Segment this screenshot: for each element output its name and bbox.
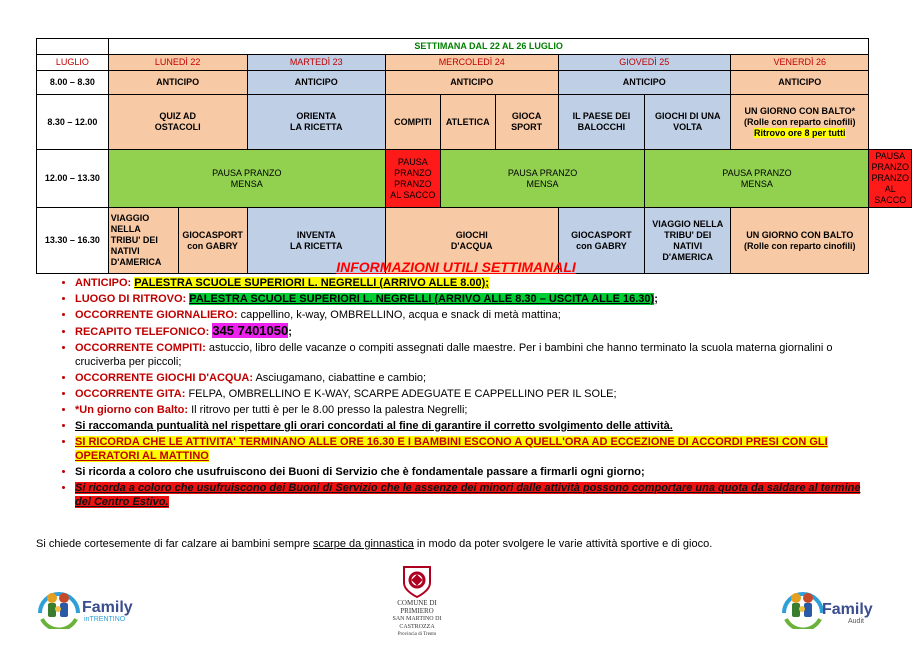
anticipo-tue: ANTICIPO [247, 71, 385, 95]
activity-thu-viaggio: VIAGGIO NELLA TRIBU' DEI NATIVI D'AMERICA [645, 208, 731, 274]
time-slot-1: 8.00 – 8.30 [37, 71, 109, 95]
week-label: SETTIMANA DAL 22 AL 26 LUGLIO [108, 39, 869, 55]
left-logo-main: Family [82, 599, 133, 616]
activity-fri-morning [731, 95, 869, 150]
anticipo-value: PALESTRA SCUOLE SUPERIORI L. NEGRELLI (ARRIVO ALLE 8.00); [134, 277, 489, 289]
info-item-ritrovo [75, 292, 865, 306]
time-slot-2: 8.30 – 12.00 [37, 95, 109, 150]
info-item-telefono [75, 324, 865, 339]
anticipo-wed: ANTICIPO [385, 71, 558, 95]
info-list [56, 276, 865, 511]
lunch-thu: PAUSA PRANZO MENSA [645, 150, 869, 208]
assenze-text: Si ricorda a coloro che usufruiscono dei Buoni di Servizio che le assenze dei minori dalle attività possono comportare una quota da saldare al termine del Centro Estivo. [75, 482, 861, 508]
activity-thu-paese-balocchi: IL PAESE DEI BALOCCHI [558, 95, 645, 150]
day-header-tue: MARTEDÌ 23 [247, 55, 385, 71]
day-header-fri: VENERDÌ 26 [731, 55, 869, 71]
info-item-gita [75, 387, 865, 401]
day-header-mon: LUNEDÌ 22 [108, 55, 247, 71]
footer-before: Si chiede cortesemente di far calzare ai bambini sempre [36, 538, 313, 550]
fri-morning-note-text: Ritrovo ore 8 per tutti [754, 127, 846, 138]
giornaliero-value: cappellino, k-way, OMBRELLINO, acqua e snack di metà mattina; [237, 309, 561, 321]
ritrovo-value: PALESTRA SCUOLE SUPERIORI L. NEGRELLI (ARRIVO ALLE 8.30 – USCITA ALLE 16.30) [189, 293, 655, 305]
fri-morning-note [733, 128, 866, 139]
left-logo-sub: inTRENTINO [84, 616, 126, 623]
family-figures-icon [36, 583, 82, 629]
crest-line-2: SAN MARTINO DI CASTROZZA [392, 616, 442, 630]
crest-line-3: Provincia di Trento [397, 632, 437, 637]
ritrovo-label: LUOGO DI RITROVO: [75, 293, 187, 305]
day-header-wed: MERCOLEDÌ 24 [385, 55, 558, 71]
telefono-label: RECAPITO TELEFONICO: [75, 326, 210, 338]
balto-label: *Un giorno con Balto: [75, 404, 189, 416]
activity-mon-morning: QUIZ AD OSTACOLI [108, 95, 247, 150]
puntualita-text: Si raccomanda puntualità nel rispettare gli orari concordati al fine di garantire il corretto svolgimento delle attività. [75, 420, 673, 432]
lunch-wed: PAUSA PRANZO MENSA [440, 150, 645, 208]
info-item-puntualita [75, 419, 865, 433]
footer-after: in modo da poter svolgere le varie attività sportive e di gioco. [413, 538, 713, 550]
crest-line-1: COMUNE DI PRIMIERO [397, 599, 437, 615]
comune-crest [382, 565, 452, 635]
activity-wed-gioca-sport: GIOCA SPORT [495, 95, 558, 150]
corner-cell [37, 39, 109, 55]
termine-text: SI RICORDA CHE LE ATTIVITA' TERMINANO ALLE ORE 16.30 E I BAMBINI ESCONO A QUELL'ORA AD ECCEZIONE DI ACCORDI PRESI CON GLI OPERATORI AL MATTINO [75, 436, 828, 462]
time-slot-3: 12.00 – 13.30 [37, 150, 109, 208]
activity-wed-afternoon: GIOCHI D'ACQUA [385, 208, 558, 274]
activity-thu-giochi-una-volta: GIOCHI DI UNA VOLTA [645, 95, 731, 150]
info-item-giochi-acqua [75, 371, 865, 385]
info-item-anticipo [75, 276, 865, 290]
anticipo-fri: ANTICIPO [731, 71, 869, 95]
info-title: INFORMAZIONI UTILI SETTIMANALI [336, 259, 576, 275]
giornaliero-label: OCCORRENTE GIORNALIERO: [75, 309, 238, 321]
activity-tue-morning: ORIENTA LA RICETTA [247, 95, 385, 150]
time-slot-4: 13.30 – 16.30 [37, 208, 109, 274]
family-audit-figures-icon [780, 583, 826, 629]
info-item-balto [75, 403, 865, 417]
gita-value: FELPA, OMBRELLINO E K-WAY, SCARPE ADEGUATE E CAPPELLINO PER IL SOLE; [185, 388, 617, 400]
ritrovo-end: ; [654, 293, 658, 305]
activity-thu-giocasport: GIOCASPORT con GABRY [558, 208, 645, 274]
activity-wed-compiti: COMPITI [385, 95, 440, 150]
family-audit-logo [780, 583, 880, 629]
lunch-mon: PAUSA PRANZO MENSA [108, 150, 385, 208]
day-header-thu: GIOVEDÌ 25 [558, 55, 731, 71]
info-item-compiti [75, 341, 865, 369]
info-item-giornaliero [75, 308, 865, 322]
schedule-table [36, 38, 912, 274]
anticipo-label: ANTICIPO: [75, 277, 132, 289]
info-item-assenze [75, 481, 865, 509]
anticipo-thu: ANTICIPO [558, 71, 731, 95]
compiti-label: OCCORRENTE COMPITI: [75, 342, 206, 354]
shield-icon [402, 565, 432, 599]
balto-value: Il ritrovo per tutti è per le 8.00 presso la palestra Negrelli; [188, 404, 468, 416]
right-logo-main: Family [822, 601, 873, 618]
activity-tue-afternoon: INVENTA LA RICETTA [247, 208, 385, 274]
activity-fri-afternoon: UN GIORNO CON BALTO (Rolle con reparto cinofili) [731, 208, 869, 274]
activity-mon-giocasport: GIOCASPORT con GABRY [178, 208, 247, 274]
fri-morning-subtitle: (Rolle con reparto cinofili) [744, 116, 856, 127]
month-label: LUGLIO [37, 55, 109, 71]
footer-note [36, 538, 712, 550]
gita-label: OCCORRENTE GITA: [75, 388, 186, 400]
footer-highlight: scarpe da ginnastica [312, 538, 414, 550]
lunch-tue: PAUSA PRANZO PRANZO AL SACCO [385, 150, 440, 208]
fri-morning-title: UN GIORNO CON BALTO* [744, 105, 856, 116]
family-in-trentino-logo [36, 583, 141, 629]
lunch-fri: PAUSA PRANZO PRANZO AL SACCO [869, 150, 912, 208]
telefono-end: ; [288, 326, 292, 338]
anticipo-mon: ANTICIPO [108, 71, 247, 95]
telefono-value: 345 7401050 [212, 323, 289, 338]
giochi-acqua-label: OCCORRENTE GIOCHI D'ACQUA: [75, 372, 254, 384]
compiti-value: astuccio, libro delle vacanze o compiti assegnati dalle maestre. Per i bambini che hanno terminato la scuola materna giornalini o cruciverba per piccoli; [75, 342, 833, 368]
info-item-termine [75, 435, 865, 463]
giochi-acqua-value: Asciugamano, ciabattine e cambio; [253, 372, 427, 384]
right-logo-sub: Audit [848, 618, 864, 625]
info-item-buoni [75, 465, 865, 479]
activity-mon-viaggio: VIAGGIO NELLA TRIBU' DEI NATIVI D'AMERICA [108, 208, 178, 274]
activity-wed-atletica: ATLETICA [440, 95, 495, 150]
buoni-text: Si ricorda a coloro che usufruiscono dei Buoni di Servizio che è fondamentale passare a firmarli ogni giorno; [75, 466, 645, 478]
